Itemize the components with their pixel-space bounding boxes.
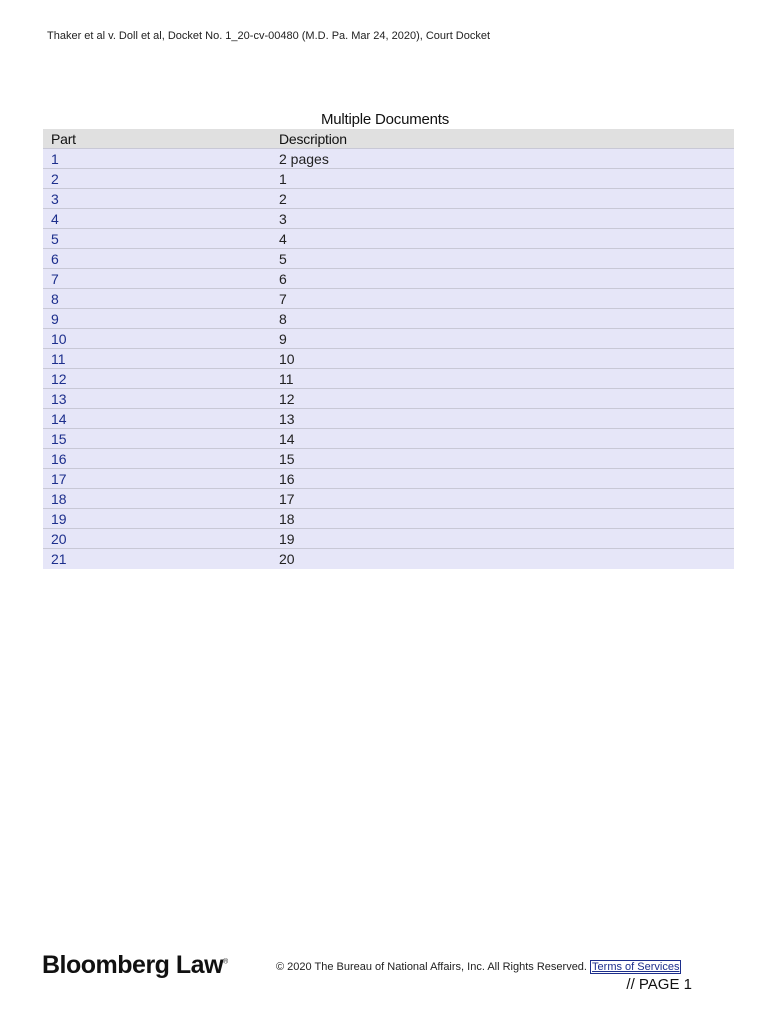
- table-row: [43, 269, 734, 289]
- table-row: [43, 549, 734, 569]
- part-link[interactable]: 3: [43, 189, 279, 209]
- part-link[interactable]: 18: [43, 489, 279, 509]
- part-link[interactable]: 8: [43, 289, 279, 309]
- bloomberg-law-logo: [42, 951, 228, 980]
- table-row: [43, 489, 734, 509]
- part-link[interactable]: 6: [43, 249, 279, 269]
- table-row: [43, 469, 734, 489]
- part-link[interactable]: 16: [43, 449, 279, 469]
- terms-of-services-link[interactable]: Terms of Services: [592, 961, 680, 973]
- table-row: [43, 149, 734, 169]
- part-description: 20: [279, 549, 734, 569]
- table-row: [43, 369, 734, 389]
- document-citation: Thaker et al v. Doll et al, Docket No. 1_20-cv-00480 (M.D. Pa. Mar 24, 2020), Court Docket: [47, 30, 491, 42]
- part-description: 1: [279, 169, 734, 189]
- part-description: 17: [279, 489, 734, 509]
- part-description: 4: [279, 229, 734, 249]
- part-description: 8: [279, 309, 734, 329]
- column-header-description: Description: [279, 129, 734, 149]
- part-description: 16: [279, 469, 734, 489]
- part-link[interactable]: 4: [43, 209, 279, 229]
- part-description: 10: [279, 349, 734, 369]
- part-description: 18: [279, 509, 734, 529]
- part-link[interactable]: 7: [43, 269, 279, 289]
- table-row: [43, 229, 734, 249]
- part-description: 9: [279, 329, 734, 349]
- part-description: 2: [279, 189, 734, 209]
- table-row: [43, 529, 734, 549]
- part-link[interactable]: 20: [43, 529, 279, 549]
- table-row: [43, 429, 734, 449]
- part-link[interactable]: 13: [43, 389, 279, 409]
- part-link[interactable]: 1: [43, 149, 279, 169]
- table-row: [43, 409, 734, 429]
- page-number: // PAGE 1: [626, 976, 692, 993]
- part-description: 7: [279, 289, 734, 309]
- part-description: 6: [279, 269, 734, 289]
- table-body: [43, 149, 734, 569]
- table-row: [43, 209, 734, 229]
- table-row: [43, 509, 734, 529]
- table-row: [43, 389, 734, 409]
- table-row: [43, 249, 734, 269]
- table-row: [43, 349, 734, 369]
- part-description: 15: [279, 449, 734, 469]
- part-link[interactable]: 2: [43, 169, 279, 189]
- part-link[interactable]: 17: [43, 469, 279, 489]
- table-header-row: [43, 129, 734, 149]
- part-link[interactable]: 12: [43, 369, 279, 389]
- part-description: 5: [279, 249, 734, 269]
- logo-text: Bloomberg Law: [42, 951, 224, 979]
- part-link[interactable]: 11: [43, 349, 279, 369]
- table-row: [43, 169, 734, 189]
- table-row: [43, 329, 734, 349]
- part-description: 13: [279, 409, 734, 429]
- part-link[interactable]: 5: [43, 229, 279, 249]
- part-description: 3: [279, 209, 734, 229]
- part-link[interactable]: 14: [43, 409, 279, 429]
- part-description: 2 pages: [279, 149, 734, 169]
- part-description: 12: [279, 389, 734, 409]
- part-link[interactable]: 21: [43, 549, 279, 569]
- part-description: 14: [279, 429, 734, 449]
- column-header-part: Part: [43, 129, 279, 149]
- part-link[interactable]: 9: [43, 309, 279, 329]
- table-row: [43, 189, 734, 209]
- part-link[interactable]: 15: [43, 429, 279, 449]
- part-link[interactable]: 19: [43, 509, 279, 529]
- table-row: [43, 449, 734, 469]
- part-link[interactable]: 10: [43, 329, 279, 349]
- part-description: 19: [279, 529, 734, 549]
- copyright-notice: [276, 961, 681, 973]
- copyright-text: © 2020 The Bureau of National Affairs, Inc. All Rights Reserved.: [276, 961, 587, 973]
- table-row: [43, 309, 734, 329]
- table-row: [43, 289, 734, 309]
- part-description: 11: [279, 369, 734, 389]
- documents-table: [43, 129, 734, 569]
- table-title: Multiple Documents: [320, 111, 450, 128]
- registered-mark: ®: [223, 958, 228, 966]
- documents-table-container: [43, 129, 734, 569]
